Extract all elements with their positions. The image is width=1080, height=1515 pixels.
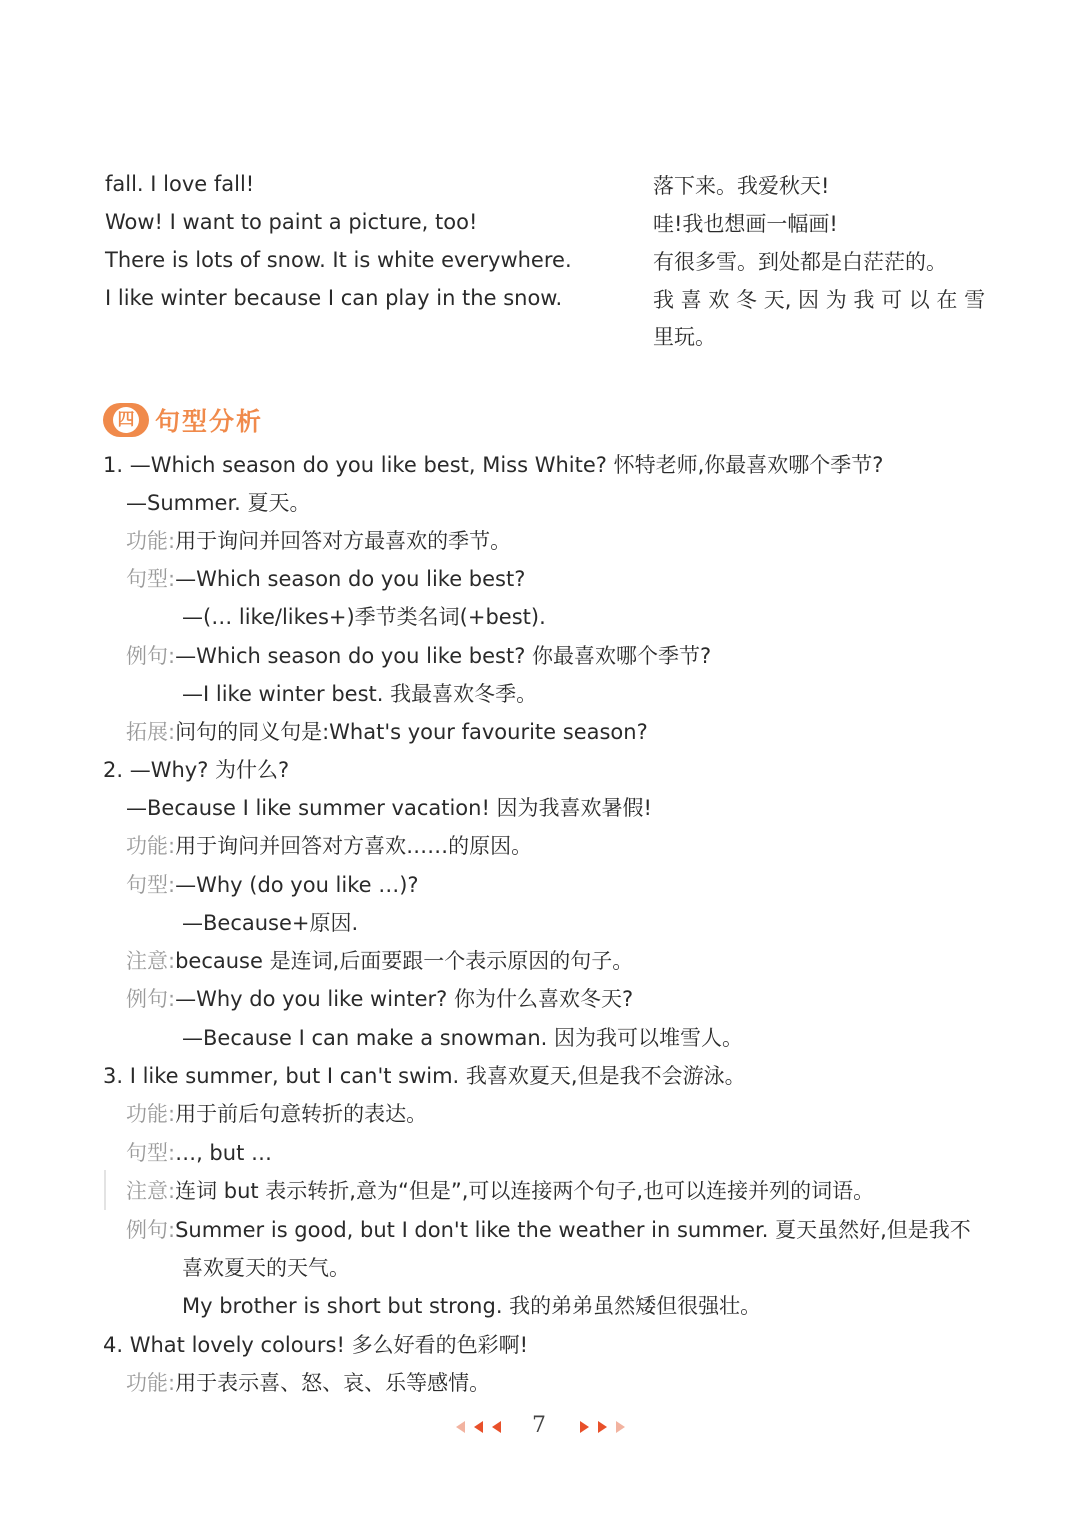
example-line: —Because I can make a snowman. 因为我可以堆雪人。 xyxy=(182,1026,743,1050)
prev-arrow-icon xyxy=(456,1421,465,1433)
label-prefix: 句型: xyxy=(126,1141,176,1165)
label-prefix: 功能: xyxy=(126,1371,176,1395)
section-title: 句型分析 xyxy=(155,407,264,436)
prev-arrow-icon xyxy=(474,1421,483,1433)
function-line: 功能:用于询问并回答对方最喜欢的季节。 xyxy=(126,529,512,553)
item-heading: 4. What lovely colours! 多么好看的色彩啊! xyxy=(103,1333,529,1357)
section-badge xyxy=(103,403,149,437)
example-line: 例句:—Why do you like winter? 你为什么喜欢冬天? xyxy=(126,987,634,1011)
answer-line: —Summer. 夏天。 xyxy=(126,491,311,515)
reading-en-line: Wow! I want to paint a picture, too! xyxy=(105,210,478,234)
reading-zh-line: 落下来。我爱秋天! xyxy=(653,174,830,198)
margin-bar xyxy=(104,1170,106,1210)
section-header xyxy=(103,402,263,438)
next-arrow-icon xyxy=(598,1421,607,1433)
note-line: 注意:连词 but 表示转折,意为“但是”,可以连接两个句子,也可以连接并列的词语。 xyxy=(126,1179,875,1203)
reading-zh-line: 我 喜 欢 冬 天, 因 为 我 可 以 在 雪 xyxy=(653,288,986,312)
label-prefix: 例句: xyxy=(126,644,176,668)
label-prefix: 拓展: xyxy=(126,720,176,744)
reading-zh-line: 里玩。 xyxy=(653,325,716,349)
next-arrow-icon xyxy=(580,1421,589,1433)
reading-en-line: fall. I love fall! xyxy=(105,172,255,196)
label-prefix: 功能: xyxy=(126,529,176,553)
function-line: 功能:用于询问并回答对方喜欢……的原因。 xyxy=(126,834,533,858)
label-prefix: 句型: xyxy=(126,567,176,591)
reading-zh-line: 有很多雪。到处都是白茫茫的。 xyxy=(653,250,947,274)
page-number: 7 xyxy=(532,1413,546,1438)
example-line: 例句:—Which season do you like best? 你最喜欢哪个季节? xyxy=(126,644,712,668)
label-prefix: 注意: xyxy=(126,1179,176,1203)
section-badge-label: 四 xyxy=(113,407,139,433)
item-heading: 1. —Which season do you like best, Miss White? 怀特老师,你最喜欢哪个季节? xyxy=(103,453,884,477)
function-line: 功能:用于表示喜、怒、哀、乐等感情。 xyxy=(126,1371,491,1395)
prev-arrow-icon xyxy=(492,1421,501,1433)
example-line: 例句:Summer is good, but I don't like the weather in summer. 夏天虽然好,但是我不 xyxy=(126,1218,971,1242)
reading-en-line: There is lots of snow. It is white everywhere. xyxy=(105,248,572,272)
item-heading: 2. —Why? 为什么? xyxy=(103,758,290,782)
label-prefix: 例句: xyxy=(126,1218,176,1242)
extension-line: 拓展:问句的同义句是:What's your favourite season? xyxy=(126,720,648,744)
label-prefix: 句型: xyxy=(126,873,176,897)
item-heading: 3. I like summer, but I can't swim. 我喜欢夏天,但是我不会游泳。 xyxy=(103,1064,746,1088)
pattern-line: 句型:—Which season do you like best? xyxy=(126,567,526,591)
note-line: 注意:because 是连词,后面要跟一个表示原因的句子。 xyxy=(126,949,634,973)
pattern-line: —(… like/likes+)季节类名词(+best). xyxy=(182,605,546,629)
answer-line: —Because I like summer vacation! 因为我喜欢暑假! xyxy=(126,796,652,820)
page-footer xyxy=(0,1413,1080,1443)
pattern-line: —Because+原因. xyxy=(182,911,359,935)
pattern-line: 句型:—Why (do you like …)? xyxy=(126,873,419,897)
label-prefix: 功能: xyxy=(126,1102,176,1126)
label-prefix: 注意: xyxy=(126,949,176,973)
next-arrow-icon xyxy=(616,1421,625,1433)
reading-en-line: I like winter because I can play in the snow. xyxy=(105,286,563,310)
function-line: 功能:用于前后句意转折的表达。 xyxy=(126,1102,428,1126)
example-line: —I like winter best. 我最喜欢冬季。 xyxy=(182,682,538,706)
example-line: My brother is short but strong. 我的弟弟虽然矮但很强壮。 xyxy=(182,1294,762,1318)
reading-zh-line: 哇!我也想画一幅画! xyxy=(653,212,838,236)
label-prefix: 例句: xyxy=(126,987,176,1011)
example-line: 喜欢夏天的天气。 xyxy=(182,1256,350,1280)
label-prefix: 功能: xyxy=(126,834,176,858)
pattern-line: 句型:…, but … xyxy=(126,1141,272,1165)
